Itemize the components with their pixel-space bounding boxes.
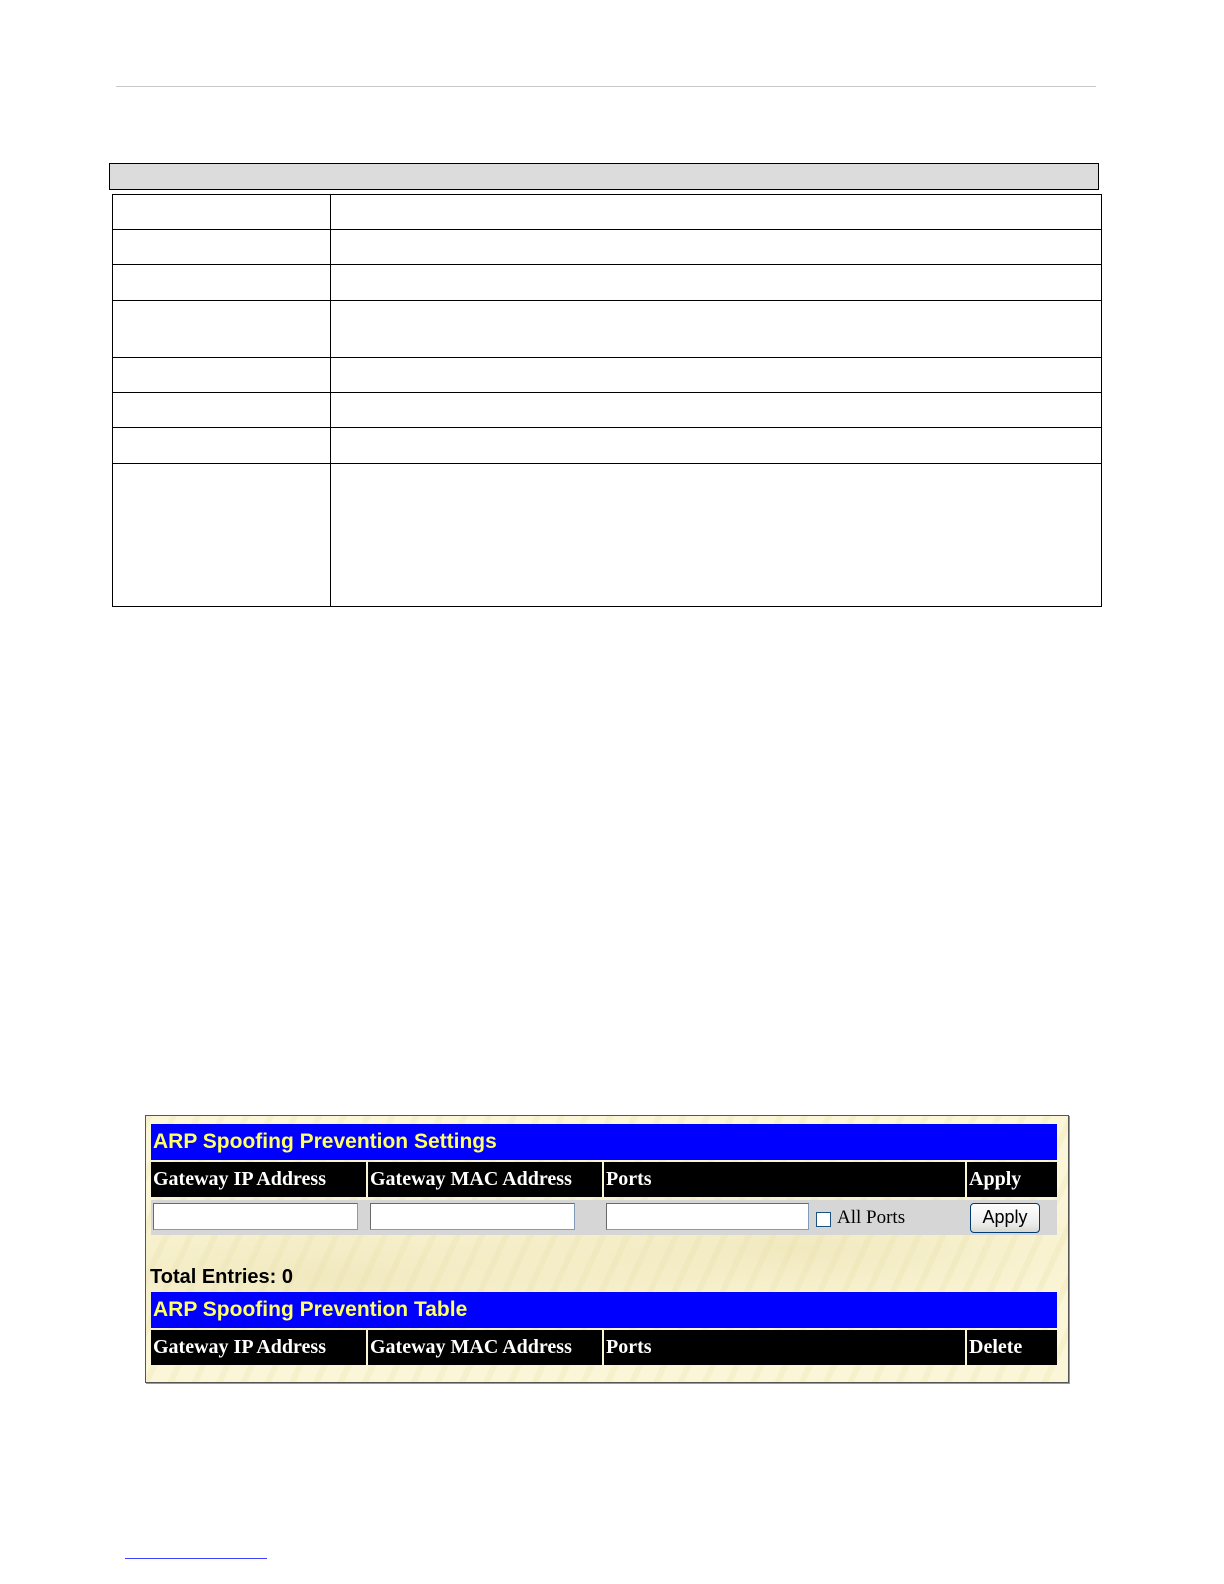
- settings-col-ports: Ports: [604, 1162, 967, 1197]
- table-col-ports: Ports: [604, 1330, 967, 1365]
- gateway-mac-input[interactable]: [370, 1203, 575, 1230]
- apply-button[interactable]: Apply: [970, 1203, 1040, 1233]
- parameter-table: [112, 194, 1102, 607]
- table-header-row: [151, 1330, 1057, 1365]
- arp-spoofing-window: [145, 1115, 1069, 1383]
- footer-link-underline: [125, 1558, 267, 1559]
- settings-header-row: [151, 1162, 1057, 1197]
- total-entries: Total Entries: 0: [150, 1266, 293, 1288]
- ports-input[interactable]: [606, 1203, 809, 1230]
- settings-col-apply: Apply: [967, 1162, 1057, 1197]
- table-panel-title: ARP Spoofing Prevention Table: [151, 1292, 1057, 1328]
- parameter-table-header: [109, 163, 1099, 190]
- table-col-gateway-mac: Gateway MAC Address: [368, 1330, 604, 1365]
- all-ports-checkbox[interactable]: [816, 1212, 831, 1227]
- gateway-ip-input[interactable]: [153, 1203, 358, 1230]
- settings-col-gateway-ip: Gateway IP Address: [151, 1162, 368, 1197]
- settings-input-row: [151, 1200, 1057, 1235]
- all-ports-label: All Ports: [837, 1207, 906, 1228]
- settings-panel-title: ARP Spoofing Prevention Settings: [151, 1124, 1057, 1160]
- table-col-delete: Delete: [967, 1330, 1057, 1365]
- settings-col-gateway-mac: Gateway MAC Address: [368, 1162, 604, 1197]
- header-rule: [116, 86, 1096, 87]
- table-col-gateway-ip: Gateway IP Address: [151, 1330, 368, 1365]
